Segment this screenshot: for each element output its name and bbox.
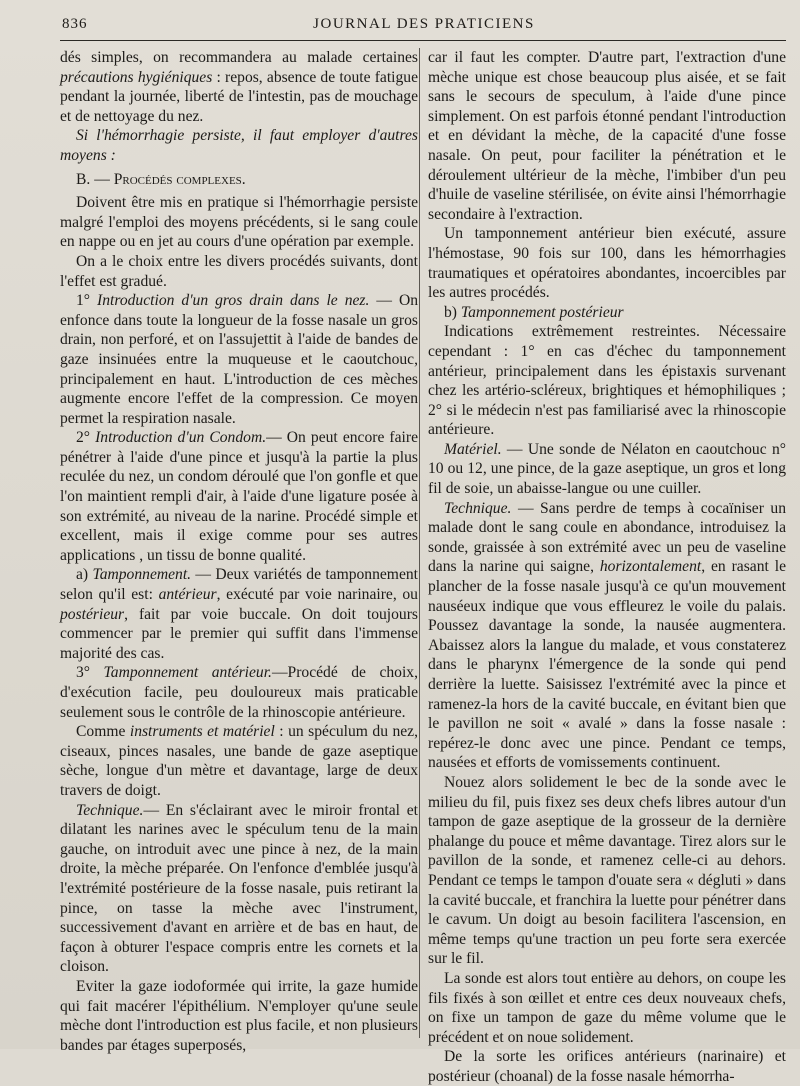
paragraph: On a le choix entre les divers procédés suivants, dont l'effet est gradué.	[60, 252, 418, 290]
section-heading: B. — Procédés complexes.	[76, 170, 246, 188]
paragraph: Technique. — Sans perdre de temps à cocaïniser un malade dont le sang coule en abondance, introduisez la sonde, graissée à son extrémité avec un peu de vaseline dans la narine qui saigne, horizontalement, en rasant le plancher de la fosse nasale jusqu'à ce qu'un mouvement nauséeux indique que vous effleurez le voile du palais. Poussez davantage la sonde, la nausée augmentera. Abaissez alors la langue du malade, et vous constaterez dans le pharynx l'émergence de la sonde qui pend derrière la luette. Saisissez l'extrémité avec la pince et ramenez-la hors de la cavité buccale, en évitant bien que le pavillon ne soit « avalé » dans la fosse nasale : repérez-le donc avec une pince. Pendant ce temps, nausées et efforts de vomissements continuent.	[428, 499, 786, 772]
paragraph: Indications extrêmement restreintes. Nécessaire cependant : 1° en cas d'échec du tamponnement antérieur, principalement dans les épistaxis survenant chez les artério-scléreux, brightiques et hémophiliques ; 2° si le médecin n'est pas familiarisé avec la rhinoscopie antérieure.	[428, 323, 786, 439]
paragraph: La sonde est alors tout entière au dehors, on coupe les fils fixés à son œillet et entre ces deux nouveaux chefs, on fixe un tampon de gaze du même volume que le précédent et on noue solidement.	[428, 969, 786, 1046]
paragraph: 3° Tamponnement antérieur.—Procédé de choix, d'exécution facile, peu douloureux mais praticable seulement sous le contrôle de la rhinoscopie antérieure.	[60, 664, 419, 721]
paragraph: Un tamponnement antérieur bien exécuté, assure l'hémostase, 90 fois sur 100, dans les hémorrhagies traumatiques et opératoires abondantes, incoercibles par les autres procédés.	[428, 225, 786, 302]
paragraph: 2° Introduction d'un Condom.— On peut encore faire pénétrer à l'aide d'une pince et jusqu'à la partie la plus reculée du nez, un condom déroulé que l'on gonfle et que l'on maintient rempli d'air, à l'aide d'une ligature posée à son extrémité, au niveau de la narine. Procédé simple et excellent, mais il exige comme pour ses autres applications , un tissu de bonne qualité.	[60, 429, 418, 564]
page-header	[62, 12, 786, 36]
paragraph: Eviter la gaze iodoformée qui irrite, la gaze humide qui fait macérer l'épithélium. N'employer qu'une seule mèche dont l'introduction est plus facile, et non plusieurs bandes par étages superposés,	[60, 977, 418, 1054]
paragraph: Doivent être mis en pratique si l'hémorrhagie persiste malgré l'emploi des moyens précédents, si le sang coule en nappe ou en jet au cours d'une opération par exemple.	[60, 194, 418, 251]
column-divider	[419, 48, 420, 1038]
paragraph: b) Tamponnement postérieur	[444, 303, 624, 321]
paragraph: Technique.— En s'éclairant avec le miroir frontal et dilatant les narines avec le spéculum tenu de la main gauche, on introduit avec une pince à nez, de la main droite, la mèche préparée. On l'enfonce d'emblée jusqu'à l'extrémité postérieure de la fosse nasale, puis retirant la pince, on tasse la mèche avec l'instrument, successivement d'avant en arrière et de bas en haut, de façon à obturer l'espace compris entre les cornets et la cloison.	[60, 801, 418, 976]
paragraph: car il faut les compter. D'autre part, l'extraction d'une mèche unique est chose beaucoup plus aisée, et se fait sans le secours de speculum, à l'aide d'une pince simplement. On est parfois étonné pendant l'introduction et en dévidant la mèche, de la capacité d'une fosse nasale. On peut, pour faciliter la pénétration et le déroulement ultérieur de la mèche, l'imbiber d'un peu d'huile de vaseline stérilisée, on évite ainsi l'hémorrhagie secondaire à l'extraction.	[428, 49, 786, 223]
paragraph: Comme instruments et matériel : un spéculum du nez, ciseaux, pinces nasales, une bande de gaze aseptique sèche, longue d'un mètre et davantage, large de deux travers de doigt.	[60, 723, 418, 799]
left-column	[60, 48, 419, 1054]
paragraph: 1° Introduction d'un gros drain dans le nez. — On enfonce dans toute la longueur de la fosse nasale un gros drain, non perforé, et on l'assujettit à l'aide de bandes de gaze insinuées entre la muqueuse et le caoutchouc, principalement en haut. L'introduction de ces mèches augmente encore l'effet de la compression. Ce moyen permet la respiration nasale.	[60, 292, 419, 427]
paragraph: Nouez alors solidement le bec de la sonde avec le milieu du fil, puis fixez ses deux chefs libres autour d'un tampon de gaze aseptique de la grosseur de la dernière phalange du pouce et même davantage. Tirez alors sur le pavillon de la sonde, et ramenez celle-ci au dehors. Pendant ce temps le tampon d'ouate sera « dégluti » dans la cavité buccale, et franchira la luette pour pénétrer dans le cavum. Un doigt au besoin facilitera l'ascension, en même temps qu'une traction un peu forte sera exercée sur le fil.	[428, 773, 786, 968]
journal-title: JOURNAL DES PRATICIENS	[313, 16, 535, 32]
paragraph: Si l'hémorrhagie persiste, il faut employer d'autres moyens :	[60, 127, 418, 164]
paragraph: De la sorte les orifices antérieurs (narinaire) et postérieur (choanal) de la fosse nasale hémorrha-	[428, 1048, 786, 1085]
paragraph: dés simples, on recommandera au malade certaines précautions hygiéniques : repos, absence de toute fatigue pendant la journée, liberté de l'intestin, pas de mouchage et de nettoyage du nez.	[60, 49, 419, 125]
paragraph: a) Tamponnement. — Deux variétés de tamponnement selon qu'il est: antérieur, exécuté par voie narinaire, ou postérieur, fait par voie buccale. On doit toujours commencer par le premier qui suffit dans l'immense majorité des cas.	[60, 566, 418, 662]
header-rule	[60, 40, 786, 41]
paragraph: Matériel. — Une sonde de Nélaton en caoutchouc n° 10 ou 12, une pince, de la gaze aseptique, un gros et long fil de soie, un abaisse-langue ou une cuiller.	[428, 440, 786, 498]
page-number: 836	[62, 16, 88, 32]
right-column	[428, 48, 786, 1085]
